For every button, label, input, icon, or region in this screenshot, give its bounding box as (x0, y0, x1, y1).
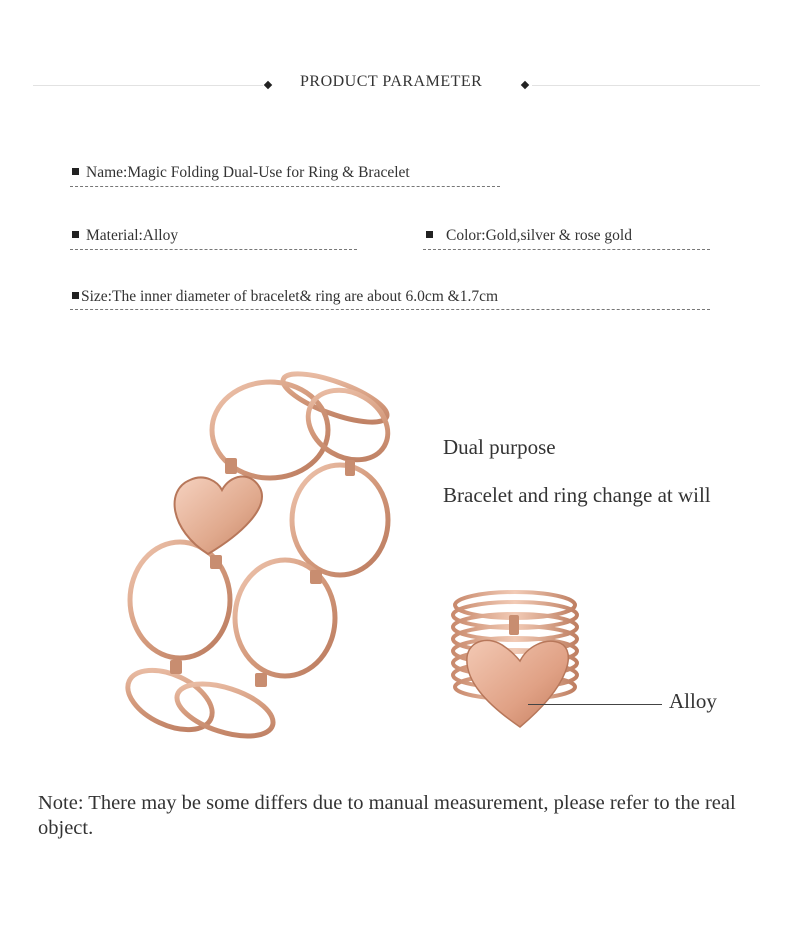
bullet-square-icon (72, 292, 79, 299)
param-name (72, 164, 410, 182)
header-diamond-right (521, 81, 529, 89)
bullet-square-icon (426, 231, 433, 238)
param-material-underline (70, 249, 357, 250)
param-color-underline (423, 249, 710, 250)
param-color (426, 227, 632, 245)
param-color-text: Color:Gold,silver & rose gold (446, 227, 632, 244)
alloy-label: Alloy (669, 689, 717, 713)
measurement-note: Note: There may be some differs due to manual measurement, please refer to the real object. (38, 792, 736, 839)
param-material (72, 227, 178, 245)
header-rule-left (33, 85, 263, 86)
bracelet-product-image (110, 340, 420, 760)
page-title: PRODUCT PARAMETER (300, 73, 483, 90)
alloy-callout-line (528, 704, 662, 705)
header-diamond-left (264, 81, 272, 89)
header-rule-right (532, 85, 760, 86)
param-size-underline (70, 309, 710, 310)
feature-line-1: Dual purpose (443, 435, 556, 459)
bullet-square-icon (72, 168, 79, 175)
feature-line-2: Bracelet and ring change at will (443, 483, 711, 507)
param-material-text: Material:Alloy (86, 227, 179, 244)
param-size-text: Size:The inner diameter of bracelet& ring are about 6.0cm &1.7cm (81, 288, 499, 305)
param-size (72, 288, 498, 306)
param-name-underline (70, 186, 500, 187)
ring-product-image (445, 585, 590, 735)
param-name-text: Name:Magic Folding Dual-Use for Ring & Bracelet (86, 164, 410, 181)
bullet-square-icon (72, 231, 79, 238)
